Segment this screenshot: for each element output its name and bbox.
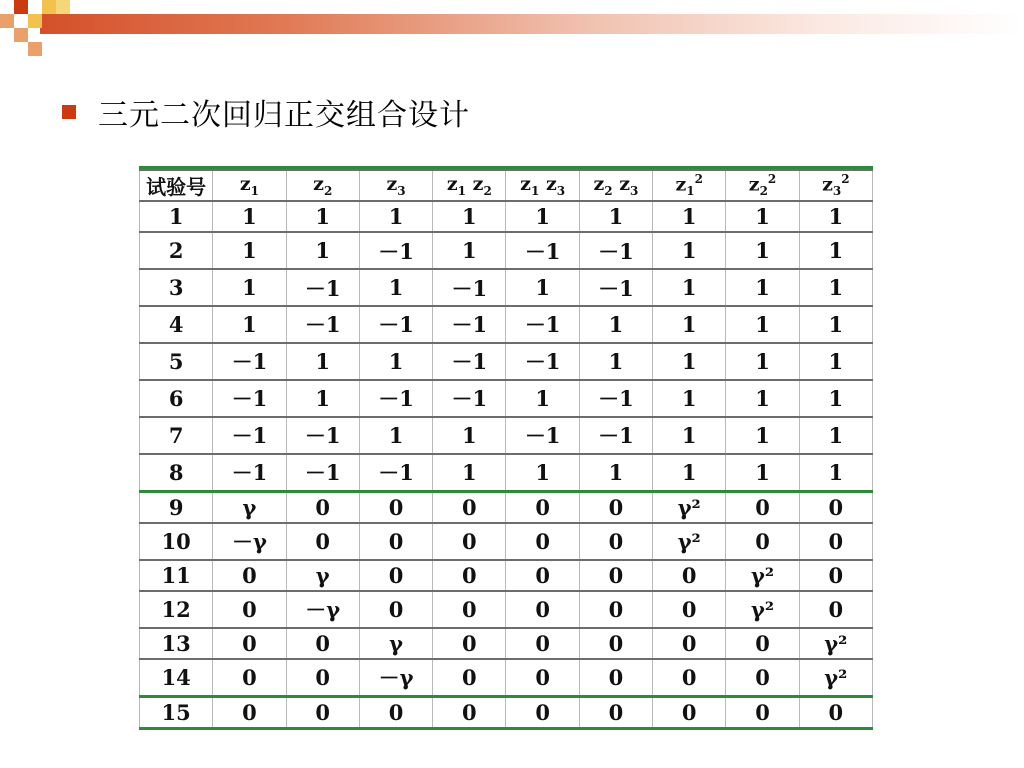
table-cell: 1 — [286, 232, 359, 269]
table-cell: γ — [359, 628, 432, 659]
header-var: z — [386, 173, 398, 196]
table-row — [140, 523, 873, 560]
table-row — [140, 560, 873, 591]
table-cell: －1 — [359, 454, 432, 491]
column-header — [726, 170, 799, 201]
header-square-1 — [14, 0, 28, 14]
column-header — [433, 170, 506, 201]
header-var: z — [612, 173, 631, 196]
table-cell: 0 — [506, 591, 579, 628]
table-cell: 0 — [579, 591, 652, 628]
table-cell: 1 — [799, 454, 872, 491]
header-subscript: 3 — [556, 183, 566, 198]
table-cell: －1 — [506, 417, 579, 454]
design-table — [139, 169, 873, 727]
header-var: z — [446, 173, 458, 196]
trial-number-cell: 5 — [140, 343, 213, 380]
table-cell: γ² — [653, 491, 726, 523]
header-square-4 — [14, 28, 28, 42]
table-cell: 0 — [433, 659, 506, 696]
trial-number-cell: 9 — [140, 491, 213, 523]
table-cell: 1 — [213, 201, 286, 232]
table-cell: 1 — [433, 232, 506, 269]
header-square-5 — [42, 0, 56, 14]
header-var: z — [539, 173, 557, 196]
table-body — [140, 201, 873, 727]
table-cell: 1 — [653, 306, 726, 343]
table-cell: 1 — [653, 201, 726, 232]
table-cell: 0 — [213, 696, 286, 727]
table-cell: 1 — [213, 306, 286, 343]
table-cell: 0 — [799, 560, 872, 591]
table-row — [140, 417, 873, 454]
column-header: 试验号 — [140, 170, 213, 201]
header-subscript: 2 — [483, 183, 492, 198]
table-cell: 0 — [213, 560, 286, 591]
table-cell: 0 — [726, 628, 799, 659]
header-subscript: 1 — [457, 183, 467, 198]
header-subscript: 2 — [759, 184, 768, 199]
table-cell: 1 — [579, 201, 652, 232]
header-square-7 — [56, 0, 70, 14]
trial-number-cell: 6 — [140, 380, 213, 417]
table-cell: 0 — [726, 523, 799, 560]
table-cell: －γ — [359, 659, 432, 696]
table-cell: 0 — [799, 696, 872, 727]
table-cell: 1 — [286, 380, 359, 417]
table-row — [140, 201, 873, 232]
table-cell: －γ — [286, 591, 359, 628]
table-cell: 0 — [653, 628, 726, 659]
table-cell: 1 — [799, 269, 872, 306]
table-cell: 0 — [286, 491, 359, 523]
table-cell: 0 — [579, 523, 652, 560]
trial-number-cell: 3 — [140, 269, 213, 306]
table-cell: 0 — [506, 696, 579, 727]
table-row — [140, 269, 873, 306]
table-cell: 1 — [286, 343, 359, 380]
trial-number-cell: 8 — [140, 454, 213, 491]
table-cell: 0 — [359, 560, 432, 591]
table-cell: 0 — [726, 491, 799, 523]
table-cell: 1 — [506, 201, 579, 232]
table-row — [140, 380, 873, 417]
table-cell: 0 — [579, 659, 652, 696]
header-var: z — [520, 173, 531, 196]
table-cell: 1 — [433, 201, 506, 232]
trial-number-cell: 13 — [140, 628, 213, 659]
table-cell: 0 — [286, 696, 359, 727]
table-cell: 1 — [799, 306, 872, 343]
table-cell: 1 — [726, 201, 799, 232]
table-cell: 0 — [799, 591, 872, 628]
header-square-6 — [28, 42, 42, 56]
header-superscript: 2 — [767, 172, 777, 187]
table-row — [140, 628, 873, 659]
table-cell: 0 — [506, 491, 579, 523]
table-cell: 1 — [359, 269, 432, 306]
header-subscript: 3 — [630, 183, 639, 198]
table-cell: γ² — [799, 628, 872, 659]
table-cell: －1 — [213, 380, 286, 417]
table-cell: 0 — [653, 659, 726, 696]
header-var: z — [593, 173, 605, 196]
table-cell: 1 — [579, 343, 652, 380]
table-cell: 1 — [359, 343, 432, 380]
table-cell: 0 — [506, 628, 579, 659]
table-cell: 1 — [506, 454, 579, 491]
trial-number-cell: 1 — [140, 201, 213, 232]
table-cell: γ² — [726, 591, 799, 628]
table-cell: －1 — [506, 306, 579, 343]
table-cell: 1 — [726, 417, 799, 454]
table-cell: －1 — [433, 380, 506, 417]
header-subscript: 3 — [832, 184, 842, 199]
table-cell: 0 — [286, 628, 359, 659]
bullet-icon — [62, 105, 76, 119]
header-var: z — [239, 173, 251, 196]
header-var: z — [313, 173, 324, 196]
table-cell: 1 — [726, 232, 799, 269]
table-cell: 0 — [359, 591, 432, 628]
table-cell: －1 — [506, 232, 579, 269]
table-cell: γ² — [799, 659, 872, 696]
table-cell: －1 — [579, 380, 652, 417]
column-header — [506, 170, 579, 201]
table-cell: －1 — [579, 232, 652, 269]
table-cell: 1 — [653, 269, 726, 306]
table-cell: 0 — [653, 591, 726, 628]
table-cell: 0 — [433, 591, 506, 628]
trial-number-cell: 15 — [140, 696, 213, 727]
trial-number-cell: 14 — [140, 659, 213, 696]
table-cell: 1 — [799, 201, 872, 232]
table-cell: 1 — [726, 454, 799, 491]
table-cell: 1 — [433, 417, 506, 454]
table-cell: －1 — [286, 306, 359, 343]
table-cell: 1 — [359, 417, 432, 454]
column-header — [799, 170, 872, 201]
table-cell: 0 — [213, 591, 286, 628]
table-row — [140, 454, 873, 491]
table-cell: 0 — [359, 523, 432, 560]
table-cell: －1 — [359, 306, 432, 343]
trial-number-cell: 10 — [140, 523, 213, 560]
column-header — [579, 170, 652, 201]
trial-number-cell: 7 — [140, 417, 213, 454]
table-cell: 0 — [506, 560, 579, 591]
header-subscript: 1 — [530, 183, 540, 198]
table-cell: 0 — [213, 628, 286, 659]
table-cell: －1 — [433, 269, 506, 306]
table-cell: 1 — [506, 380, 579, 417]
table-cell: 1 — [726, 306, 799, 343]
header-subscript: 1 — [250, 183, 260, 198]
table-header-row — [140, 170, 873, 201]
table-cell: γ² — [726, 560, 799, 591]
header-superscript: 2 — [694, 172, 703, 187]
table-cell: 0 — [506, 523, 579, 560]
table-cell: 1 — [799, 232, 872, 269]
table-cell: 0 — [653, 560, 726, 591]
table-cell: 0 — [433, 491, 506, 523]
header-subscript: 1 — [686, 184, 695, 199]
table-cell: 0 — [433, 560, 506, 591]
trial-number-cell: 2 — [140, 232, 213, 269]
table-cell: 0 — [799, 523, 872, 560]
table-cell: －1 — [286, 454, 359, 491]
table-cell: －1 — [433, 306, 506, 343]
design-table-container — [139, 166, 873, 730]
table-cell: －1 — [286, 269, 359, 306]
table-cell: 1 — [799, 417, 872, 454]
table-cell: 1 — [653, 343, 726, 380]
table-cell: 1 — [653, 454, 726, 491]
table-cell: 0 — [799, 491, 872, 523]
header-var: z — [822, 173, 833, 196]
table-cell: 0 — [653, 696, 726, 727]
table-cell: －1 — [579, 417, 652, 454]
table-cell: 0 — [286, 659, 359, 696]
table-cell: －γ — [213, 523, 286, 560]
column-header — [359, 170, 432, 201]
table-cell: 1 — [579, 306, 652, 343]
header-square-3 — [28, 14, 42, 28]
table-cell: －1 — [286, 417, 359, 454]
table-cell: 0 — [433, 523, 506, 560]
trial-number-cell: 11 — [140, 560, 213, 591]
column-header — [286, 170, 359, 201]
table-cell: －1 — [359, 232, 432, 269]
table-cell: 1 — [506, 269, 579, 306]
table-cell: 1 — [726, 269, 799, 306]
table-cell: 0 — [433, 628, 506, 659]
table-cell: 1 — [799, 380, 872, 417]
header-subscript: 2 — [604, 183, 613, 198]
table-cell: γ² — [653, 523, 726, 560]
table-row — [140, 232, 873, 269]
table-cell: 1 — [433, 454, 506, 491]
table-row — [140, 696, 873, 727]
column-header — [653, 170, 726, 201]
table-row — [140, 343, 873, 380]
slide-title: 三元二次回归正交组合设计 — [98, 98, 470, 133]
header-var: z — [675, 173, 687, 196]
header-var: z — [748, 173, 760, 196]
table-cell: 0 — [433, 696, 506, 727]
table-row — [140, 306, 873, 343]
table-cell: 1 — [726, 380, 799, 417]
table-cell: 0 — [579, 491, 652, 523]
header-gradient-bar — [40, 14, 1024, 34]
table-cell: 1 — [653, 232, 726, 269]
header-square-2 — [0, 14, 14, 28]
title-row — [62, 92, 470, 132]
table-cell: －1 — [213, 417, 286, 454]
table-cell: 1 — [286, 201, 359, 232]
table-cell: 0 — [579, 628, 652, 659]
table-row — [140, 491, 873, 523]
trial-number-cell: 12 — [140, 591, 213, 628]
table-cell: 0 — [506, 659, 579, 696]
header-superscript: 2 — [841, 172, 850, 187]
table-cell: 1 — [799, 343, 872, 380]
table-cell: －1 — [359, 380, 432, 417]
table-cell: 1 — [653, 380, 726, 417]
table-cell: 0 — [579, 696, 652, 727]
table-cell: －1 — [213, 454, 286, 491]
table-cell: 0 — [726, 659, 799, 696]
table-cell: 0 — [726, 696, 799, 727]
table-cell: γ — [286, 560, 359, 591]
table-row — [140, 659, 873, 696]
table-cell: 0 — [286, 523, 359, 560]
table-cell: 1 — [579, 454, 652, 491]
table-cell: 1 — [726, 343, 799, 380]
table-cell: －1 — [213, 343, 286, 380]
table-cell: 0 — [213, 659, 286, 696]
table-cell: 1 — [359, 201, 432, 232]
trial-number-cell: 4 — [140, 306, 213, 343]
table-cell: －1 — [433, 343, 506, 380]
table-cell: 0 — [359, 696, 432, 727]
table-cell: 1 — [213, 232, 286, 269]
header-var: z — [466, 173, 484, 196]
table-cell: 0 — [579, 560, 652, 591]
table-row — [140, 591, 873, 628]
table-cell: －1 — [579, 269, 652, 306]
table-cell: γ — [213, 491, 286, 523]
table-cell: 1 — [213, 269, 286, 306]
header-subscript: 3 — [397, 183, 406, 198]
column-header — [213, 170, 286, 201]
header-subscript: 2 — [323, 183, 333, 198]
table-cell: 0 — [359, 491, 432, 523]
table-cell: －1 — [506, 343, 579, 380]
table-cell: 1 — [653, 417, 726, 454]
